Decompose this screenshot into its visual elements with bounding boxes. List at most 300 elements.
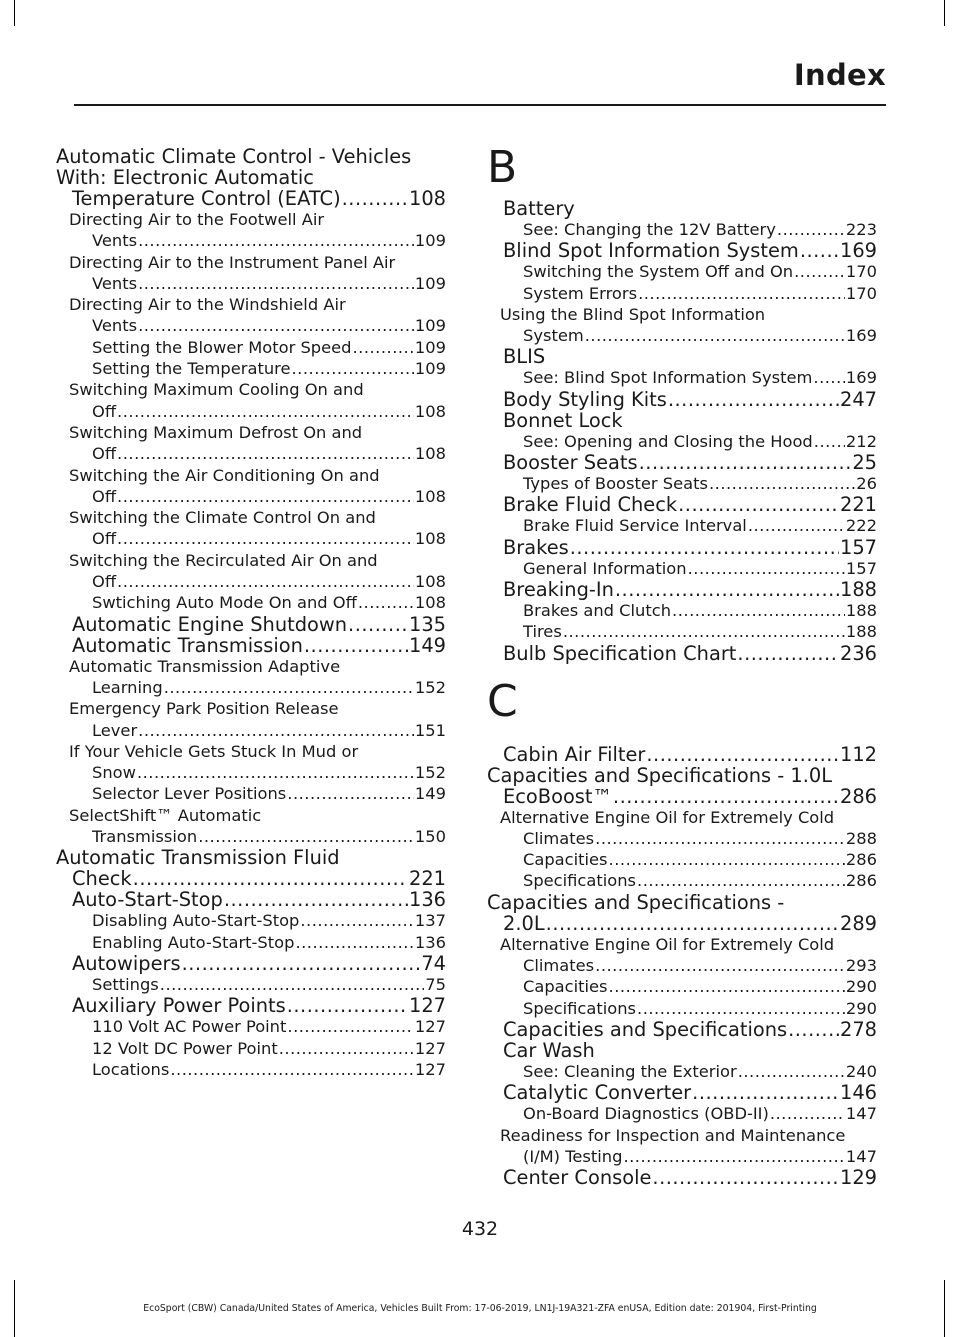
entry-text-line: Switching the Air Conditioning On and <box>69 465 380 485</box>
dot-leader <box>770 1103 845 1124</box>
entry-text: Capacities and Specifications <box>503 1017 788 1041</box>
entry-line <box>72 868 446 889</box>
page-ref: 247 <box>839 387 877 411</box>
entry-line <box>92 337 446 358</box>
dot-leader <box>138 720 414 741</box>
page-ref: 169 <box>839 239 877 263</box>
index-subentry <box>487 431 877 452</box>
index-entry <box>487 537 877 558</box>
page-ref: 151 <box>414 720 446 740</box>
entry-text: Disabling Auto-Start-Stop <box>92 911 300 931</box>
index-subentry <box>487 849 877 870</box>
entry-line <box>523 261 877 282</box>
entry-text-line: Readiness for Inspection and Maintenance <box>500 1125 846 1145</box>
entry-text: Enabling Auto-Start-Stop <box>92 932 295 952</box>
index-subentry <box>487 558 877 579</box>
index-subentry <box>487 870 877 891</box>
entry-text-line: Using the Blind Spot Information <box>500 304 766 324</box>
entry-line <box>523 1146 877 1167</box>
entry-text: Automatic Transmission <box>72 633 303 657</box>
entry-text: Blind Spot Information System <box>503 239 799 263</box>
page-ref: 223 <box>845 220 877 239</box>
entry-line <box>523 955 877 976</box>
page-ref: 221 <box>408 867 446 891</box>
index-subentry <box>56 656 446 699</box>
entry-text-line: Automatic Transmission Fluid <box>56 846 340 870</box>
entry-text: Lever <box>92 720 138 740</box>
dot-leader <box>352 337 413 358</box>
entry-text: Vents <box>92 316 138 336</box>
entry-line <box>72 635 446 656</box>
entry-text: Vents <box>92 231 138 251</box>
crop-mark-top-right <box>944 0 945 26</box>
entry-line <box>523 515 877 536</box>
entry-text: Bonnet Lock <box>503 408 623 432</box>
index-subentry <box>487 1061 877 1082</box>
entry-text-line: Alternative Engine Oil for Extremely Cold <box>500 934 835 954</box>
dot-leader <box>287 995 408 1016</box>
entry-line <box>72 614 446 635</box>
dot-leader <box>814 431 845 452</box>
page-ref: 293 <box>845 956 877 976</box>
entry-line <box>523 473 877 494</box>
entry-text: Tires <box>523 622 562 642</box>
entry-text: 110 Volt AC Power Point <box>92 1017 287 1037</box>
entry-text: Capacities <box>523 850 608 870</box>
dot-leader <box>609 849 845 870</box>
entry-line <box>503 1019 877 1040</box>
entry-text-line: SelectShift™ Automatic <box>69 805 262 825</box>
entry-text: Breaking-In <box>503 577 614 601</box>
entry-text: Battery <box>503 197 575 220</box>
page-ref: 157 <box>839 535 877 559</box>
dot-leader <box>160 974 425 995</box>
dot-leader <box>678 494 839 515</box>
dot-leader <box>138 315 414 336</box>
index-subentry <box>56 422 446 465</box>
index-subentry <box>487 807 877 850</box>
entry-text: 2.0L <box>503 911 545 935</box>
entry-text: Setting the Temperature <box>92 359 291 379</box>
entry-text: Booster Seats <box>503 451 638 475</box>
index-subentry <box>56 783 446 804</box>
entry-line <box>503 452 877 473</box>
page-ref: 74 <box>421 951 446 975</box>
index-entry <box>56 889 446 910</box>
index-entry <box>487 389 877 410</box>
entry-line <box>503 240 877 261</box>
dot-leader <box>304 635 408 656</box>
index-subentry <box>56 465 446 508</box>
entry-text: Car Wash <box>503 1038 595 1062</box>
dot-leader <box>138 230 414 251</box>
index-subentry <box>487 934 877 977</box>
page-ref: 149 <box>408 633 446 657</box>
dot-leader <box>295 932 413 953</box>
entry-line <box>92 592 446 613</box>
entry-line <box>523 219 877 240</box>
dot-leader <box>813 367 845 388</box>
entry-line <box>503 1082 877 1103</box>
entry-line <box>92 677 446 698</box>
page-ref: 146 <box>839 1081 877 1105</box>
entry-text: Body Styling Kits <box>503 387 667 411</box>
index-entry <box>56 614 446 635</box>
entry-text: Auto-Start-Stop <box>72 888 223 912</box>
index-entry <box>487 452 877 473</box>
entry-text: Switching the System Off and On <box>523 262 794 282</box>
entry-line <box>523 849 877 870</box>
entry-text-line: Emergency Park Position Release <box>69 699 339 719</box>
dot-leader <box>668 389 839 410</box>
entry-text: Auxiliary Power Points <box>72 994 286 1018</box>
index-subentry <box>56 698 446 741</box>
page-ref: 127 <box>414 1059 446 1079</box>
title-divider <box>74 104 886 106</box>
index-column-right <box>487 142 877 1190</box>
index-subentry <box>487 367 877 388</box>
dot-leader <box>672 600 845 621</box>
index-subentry <box>487 600 877 621</box>
dot-leader <box>800 240 839 261</box>
index-subentry <box>56 209 446 252</box>
index-entry <box>56 847 446 889</box>
dot-leader <box>198 826 414 847</box>
page-ref: 286 <box>845 871 877 891</box>
index-entry <box>487 1082 877 1103</box>
entry-line <box>92 1038 446 1059</box>
entry-text-line: With: Electronic Automatic <box>56 166 314 189</box>
page-ref: 188 <box>845 600 877 620</box>
page-ref: 127 <box>414 1038 446 1058</box>
page-ref: 240 <box>845 1061 877 1081</box>
index-subentry <box>56 379 446 422</box>
entry-line <box>92 974 446 995</box>
page-ref: 25 <box>852 451 877 475</box>
entry-line <box>92 528 446 549</box>
dot-leader <box>637 998 845 1019</box>
entry-line <box>503 744 877 765</box>
dot-leader <box>117 571 414 592</box>
entry-text-line: Automatic Transmission Adaptive <box>69 656 341 676</box>
page-ref: 290 <box>845 977 877 997</box>
entry-line <box>523 621 877 642</box>
page-ref: 127 <box>414 1017 446 1037</box>
index-subentry <box>56 1059 446 1080</box>
dot-leader <box>224 889 408 910</box>
page-ref: 169 <box>845 368 877 388</box>
entry-text: Locations <box>92 1059 170 1079</box>
page-ref: 152 <box>414 677 446 697</box>
entry-text: Climates <box>523 828 595 848</box>
entry-line <box>503 913 877 934</box>
index-subentry <box>56 252 446 295</box>
dot-leader <box>138 273 414 294</box>
dot-leader <box>639 452 852 473</box>
index-subentry <box>487 473 877 494</box>
page-ref: 222 <box>845 516 877 536</box>
entry-line <box>92 486 446 507</box>
crop-mark-top-left <box>14 0 15 26</box>
entry-text: Transmission <box>92 827 198 847</box>
index-entry <box>487 579 877 600</box>
entry-text-line: Capacities and Specifications - 1.0L <box>487 763 833 787</box>
dot-leader <box>637 870 845 891</box>
page-ref: 221 <box>839 493 877 517</box>
index-subentry <box>56 1016 446 1037</box>
entry-text-line: Switching Maximum Cooling On and <box>69 380 364 400</box>
entry-line <box>523 367 877 388</box>
entry-line <box>92 910 446 931</box>
entry-line <box>72 188 446 209</box>
entry-text-line: Switching the Climate Control On and <box>69 508 376 528</box>
index-subentry <box>487 261 877 282</box>
page-ref: 137 <box>414 911 446 931</box>
entry-text: Specifications <box>523 998 637 1018</box>
index-entry <box>56 995 446 1016</box>
page-ref: 108 <box>414 401 446 421</box>
index-subentry <box>56 550 446 593</box>
page-ref: 157 <box>845 558 877 578</box>
entry-line <box>523 828 877 849</box>
dot-leader <box>137 762 414 783</box>
page-ref: 136 <box>414 932 446 952</box>
entry-text: General Information <box>523 558 687 578</box>
page-ref: 108 <box>414 444 446 464</box>
page-ref: 212 <box>845 431 877 451</box>
entry-line <box>92 401 446 422</box>
dot-leader <box>170 1059 414 1080</box>
dot-leader <box>300 910 414 931</box>
entry-text-line: Switching Maximum Defrost On and <box>69 422 363 442</box>
entry-line <box>523 431 877 452</box>
page-ref: 286 <box>845 850 877 870</box>
footer-edition-info: EcoSport (CBW) Canada/United States of America, Vehicles Built From: 17-06-2019, LN1J-19A321-ZFA enUSA, Edition date: 201904, First-Printing <box>143 1303 817 1314</box>
index-entry <box>487 643 877 664</box>
index-subentry <box>56 805 446 848</box>
entry-line <box>523 1103 877 1124</box>
entry-line <box>92 443 446 464</box>
entry-line <box>92 1059 446 1080</box>
dot-leader <box>546 913 839 934</box>
page-ref: 147 <box>845 1146 877 1166</box>
entry-text-line: Capacities and Specifications - <box>487 890 785 914</box>
index-entry <box>487 198 877 219</box>
entry-text: System <box>523 326 584 346</box>
dot-leader <box>164 677 414 698</box>
entry-text: Automatic Engine Shutdown <box>72 612 348 636</box>
page-ref: 290 <box>845 998 877 1018</box>
entry-text: Brake Fluid Service Interval <box>523 516 747 536</box>
entry-text: Types of Booster Seats <box>523 474 708 494</box>
entry-text: Catalytic Converter <box>503 1081 692 1105</box>
dot-leader <box>615 579 839 600</box>
entry-text: Check <box>72 867 132 891</box>
index-subentry <box>56 932 446 953</box>
index-subentry <box>487 283 877 304</box>
page-ref: 149 <box>414 784 446 804</box>
index-subentry <box>487 304 877 347</box>
dot-leader <box>794 261 845 282</box>
page-ref: 112 <box>839 742 877 766</box>
page-number: 432 <box>461 1218 499 1240</box>
entry-line <box>92 1016 446 1037</box>
page-ref: 108 <box>414 486 446 506</box>
entry-text-line: Alternative Engine Oil for Extremely Cold <box>500 807 835 827</box>
index-entry <box>487 892 877 934</box>
entry-text: Off <box>92 444 117 464</box>
entry-text-line: Directing Air to the Instrument Panel Air <box>69 252 396 272</box>
entry-line <box>92 273 446 294</box>
page-ref: 127 <box>408 994 446 1018</box>
index-subentry <box>487 515 877 536</box>
dot-leader <box>638 283 845 304</box>
entry-line <box>503 389 877 410</box>
page-ref: 109 <box>414 337 446 357</box>
index-entry <box>487 765 877 807</box>
entry-line <box>523 325 877 346</box>
index-subentry <box>487 219 877 240</box>
index-subentry <box>56 910 446 931</box>
index-subentry <box>56 1038 446 1059</box>
page-ref: 109 <box>414 359 446 379</box>
dot-leader <box>133 868 408 889</box>
index-subentry <box>56 592 446 613</box>
page-ref: 108 <box>414 593 446 613</box>
index-entry <box>56 146 446 209</box>
entry-line <box>72 889 446 910</box>
entry-line <box>503 643 877 664</box>
dot-leader <box>117 443 414 464</box>
page-ref: 75 <box>425 974 446 994</box>
dot-leader <box>595 828 845 849</box>
page-ref: 135 <box>408 612 446 636</box>
page-ref: 109 <box>414 273 446 293</box>
entry-text: Climates <box>523 956 595 976</box>
entry-text: Autowipers <box>72 951 181 975</box>
dot-leader <box>777 219 845 240</box>
page-ref: 108 <box>408 187 446 210</box>
dot-leader <box>788 1019 839 1040</box>
index-subentry <box>56 337 446 358</box>
entry-line <box>92 932 446 953</box>
dot-leader <box>652 1167 839 1188</box>
page-ref: 236 <box>839 641 877 665</box>
dot-leader <box>748 515 845 536</box>
page-ref: 170 <box>845 262 877 282</box>
index-subentry <box>487 998 877 1019</box>
page-ref: 26 <box>856 474 877 494</box>
entry-line <box>72 995 446 1016</box>
index-entry <box>56 635 446 656</box>
dot-leader <box>570 537 839 558</box>
entry-line <box>523 283 877 304</box>
page-ref: 129 <box>839 1166 877 1190</box>
entry-text: See: Opening and Closing the Hood <box>523 431 813 451</box>
dot-leader <box>709 473 855 494</box>
index-subentry <box>487 1103 877 1124</box>
entry-text: Settings <box>92 974 159 994</box>
section-letter: C <box>487 675 518 727</box>
entry-line <box>523 1061 877 1082</box>
page-ref: 188 <box>845 622 877 642</box>
dot-leader <box>117 401 414 422</box>
entry-line <box>72 953 446 974</box>
entry-line <box>92 783 446 804</box>
index-subentry <box>487 976 877 997</box>
page-ref: 108 <box>414 572 446 592</box>
dot-leader <box>646 744 839 765</box>
entry-text: Brake Fluid Check <box>503 493 678 517</box>
dot-leader <box>292 358 414 379</box>
entry-line <box>523 976 877 997</box>
index-subentry <box>487 1125 877 1168</box>
dot-leader <box>182 953 421 974</box>
index-subentry <box>56 294 446 337</box>
entry-text: Setting the Blower Motor Speed <box>92 337 352 357</box>
page-ref: 278 <box>839 1017 877 1041</box>
entry-text: Brakes <box>503 535 569 559</box>
entry-text-line: Automatic Climate Control - Vehicles <box>56 145 412 168</box>
page-ref: 152 <box>414 763 446 783</box>
entry-text: Brakes and Clutch <box>523 600 672 620</box>
index-subentry <box>56 358 446 379</box>
entry-line <box>523 870 877 891</box>
entry-line <box>523 998 877 1019</box>
page-ref: 170 <box>845 283 877 303</box>
dot-leader <box>358 592 414 613</box>
entry-line <box>523 600 877 621</box>
dot-leader <box>609 976 845 997</box>
entry-line <box>92 720 446 741</box>
entry-text: (I/M) Testing <box>523 1146 623 1166</box>
entry-text: See: Blind Spot Information System <box>523 368 813 388</box>
dot-leader <box>342 188 408 209</box>
entry-text: Temperature Control (EATC) <box>72 187 341 210</box>
page-ref: 147 <box>845 1104 877 1124</box>
page-ref: 150 <box>414 827 446 847</box>
entry-line <box>92 826 446 847</box>
entry-line <box>92 571 446 592</box>
dot-leader <box>737 643 839 664</box>
dot-leader <box>738 1061 845 1082</box>
index-entry <box>487 494 877 515</box>
index-entry <box>487 410 877 431</box>
entry-text: 12 Volt DC Power Point <box>92 1038 278 1058</box>
section-letter: B <box>487 142 518 193</box>
page-ref: 136 <box>408 888 446 912</box>
entry-text: Specifications <box>523 871 637 891</box>
entry-line <box>503 537 877 558</box>
dot-leader <box>623 1146 844 1167</box>
index-entry <box>487 1167 877 1188</box>
dot-leader <box>287 1016 414 1037</box>
entry-line <box>523 558 877 579</box>
entry-text: Vents <box>92 273 138 293</box>
dot-leader <box>585 325 845 346</box>
entry-text-line: Switching the Recirculated Air On and <box>69 550 378 570</box>
dot-leader <box>595 955 845 976</box>
page-ref: 109 <box>414 231 446 251</box>
entry-text: EcoBoost™ <box>503 784 612 808</box>
entry-text: Off <box>92 572 117 592</box>
index-column-left <box>56 146 446 1080</box>
entry-text-line: If Your Vehicle Gets Stuck In Mud or <box>69 741 359 761</box>
entry-text: Capacities <box>523 977 608 997</box>
index-subentry <box>487 621 877 642</box>
entry-text: Swtiching Auto Mode On and Off <box>92 593 357 613</box>
entry-line <box>92 358 446 379</box>
